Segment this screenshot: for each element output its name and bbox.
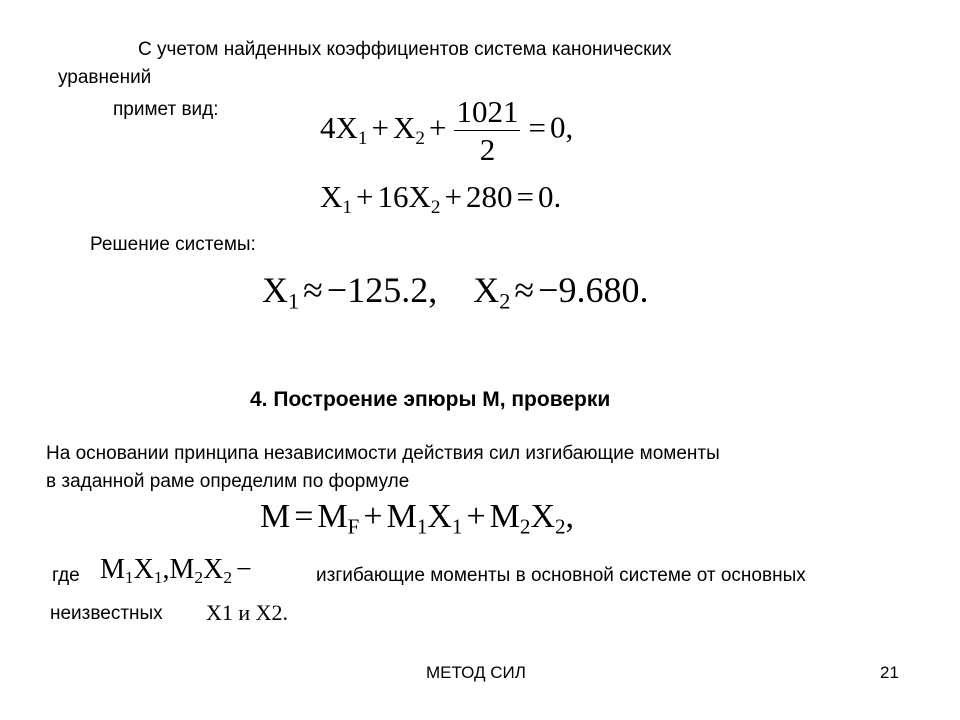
- formula-comma: ,: [565, 498, 575, 535]
- eq1-plus-1: +: [371, 109, 389, 145]
- solution-values: [262, 270, 649, 314]
- eq1-plus-2: +: [428, 109, 447, 145]
- where-m1x1: $M_1X_1$: [100, 554, 163, 588]
- formula-plus-1: +: [363, 498, 383, 535]
- formula-mf: $M_F$: [317, 498, 360, 539]
- eq2-plus-2: +: [444, 179, 462, 214]
- where-unknowns: X1 и X2.: [206, 600, 289, 625]
- section-title: 4. Построение эпюры М, проверки: [250, 388, 611, 411]
- formula-lhs: M: [260, 498, 291, 535]
- eq2-rhs: 0.: [537, 179, 562, 214]
- eq2-constant: 280: [465, 179, 513, 214]
- eq2-equals: =: [516, 179, 534, 214]
- where-dash: −: [236, 554, 252, 585]
- solution-x2: $X_2$: [473, 270, 511, 314]
- page-number: 21: [880, 663, 899, 682]
- eq1-equals: =: [528, 109, 546, 145]
- where-text: изгибающие моменты в основной системе от основных: [316, 565, 806, 586]
- where-separator: ,: [162, 554, 170, 585]
- moment-formula: [260, 498, 575, 539]
- solution-approx-2: ≈: [514, 270, 535, 310]
- footer-title: МЕТОД СИЛ: [426, 663, 526, 682]
- formula-equals: =: [294, 498, 314, 535]
- body-line-2: в заданной раме определим по формуле: [46, 471, 410, 492]
- intro-line-1: С учетом найденных коэффициентов система канонических: [138, 39, 672, 60]
- where-formula: [100, 554, 256, 588]
- intro-line-2: уравнений: [58, 67, 152, 88]
- where-prefix: где: [52, 565, 80, 586]
- eq1-term-2: $X_2$: [392, 109, 425, 149]
- eq2-plus-1: +: [356, 179, 374, 214]
- eq1-term-1: $4X_1$: [320, 109, 368, 149]
- equation-1: [320, 96, 573, 165]
- where-m2x2: $M_2X_2$: [169, 554, 233, 588]
- solution-x1: $X_1$: [262, 270, 300, 314]
- solution-label: Решение системы:: [90, 234, 256, 255]
- solution-value-2: −9.680.: [538, 270, 649, 310]
- intro-line-3: примет вид:: [113, 99, 219, 120]
- eq1-fraction: [454, 96, 520, 165]
- formula-plus-2: +: [466, 498, 486, 535]
- eq1-denominator: 2: [454, 130, 520, 165]
- eq2-term-1: $X_1$: [320, 179, 352, 218]
- solution-approx-1: ≈: [303, 270, 323, 310]
- solution-value-1: −125.2,: [326, 270, 438, 310]
- formula-m2x2: $M_2X_2$: [489, 498, 566, 539]
- equation-2: [320, 179, 562, 218]
- body-line-1: На основании принципа независимости действия сил изгибающие моменты: [46, 443, 720, 464]
- formula-m1x1: $M_1X_1$: [386, 498, 463, 539]
- where-line-2: неизвестных: [50, 603, 163, 624]
- eq1-numerator: 1021: [456, 94, 519, 129]
- eq2-term-2: $16X_2$: [377, 179, 441, 218]
- eq1-rhs: 0,: [549, 109, 574, 145]
